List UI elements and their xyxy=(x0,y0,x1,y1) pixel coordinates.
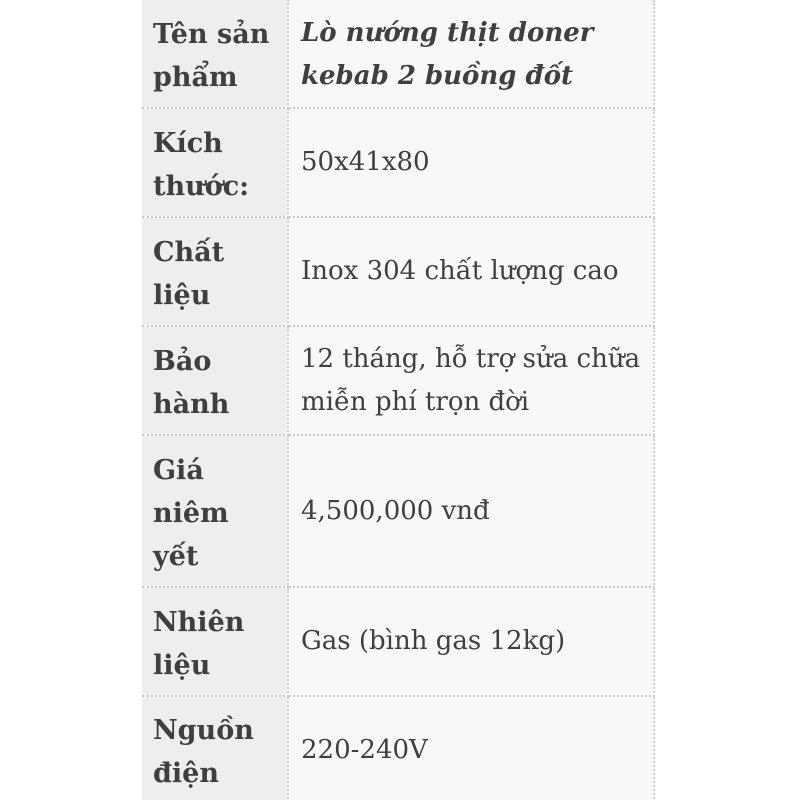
spec-label-text: Nguồn điện xyxy=(153,715,254,789)
spec-label-product-name xyxy=(142,0,288,108)
spec-value-text: 220-240V xyxy=(301,734,428,765)
table-row xyxy=(142,435,654,587)
spec-value-text: 12 tháng, hỗ trợ sửa chữa miễn phí trọn đời xyxy=(301,343,641,417)
spec-label-power xyxy=(142,696,288,800)
table-row xyxy=(142,587,654,696)
spec-label-text: Giá niêm yết xyxy=(153,454,229,572)
spec-value-text: Lò nướng thịt doner kebab 2 buồng đốt xyxy=(301,18,594,91)
spec-value-dimensions xyxy=(288,108,654,217)
spec-value-power xyxy=(288,696,654,800)
spec-value-text: 4,500,000 vnđ xyxy=(301,495,490,526)
spec-label-dimensions xyxy=(142,108,288,217)
spec-value-list-price xyxy=(288,435,654,587)
product-spec-table xyxy=(142,0,655,800)
spec-label-text: Bảo hành xyxy=(153,345,230,420)
spec-value-fuel xyxy=(288,587,654,696)
spec-label-text: Tên sản phẩm xyxy=(153,18,270,93)
spec-value-text: Gas (bình gas 12kg) xyxy=(301,626,566,656)
spec-value-text: 50x41x80 xyxy=(301,147,430,177)
table-row xyxy=(142,0,654,108)
table-row xyxy=(142,108,654,217)
table-row xyxy=(142,696,654,800)
spec-label-fuel xyxy=(142,587,288,696)
spec-value-material xyxy=(288,217,654,326)
spec-label-text: Kích thước: xyxy=(153,127,250,202)
table-row xyxy=(142,217,654,326)
spec-label-text: Chất liệu xyxy=(153,236,225,311)
spec-value-warranty xyxy=(288,326,654,435)
table-row xyxy=(142,326,654,435)
spec-value-product-name xyxy=(288,0,654,108)
spec-label-warranty xyxy=(142,326,288,435)
spec-label-list-price xyxy=(142,435,288,587)
spec-label-text: Nhiên liệu xyxy=(153,606,245,681)
spec-label-material xyxy=(142,217,288,326)
spec-value-text: Inox 304 chất lượng cao xyxy=(301,256,619,286)
